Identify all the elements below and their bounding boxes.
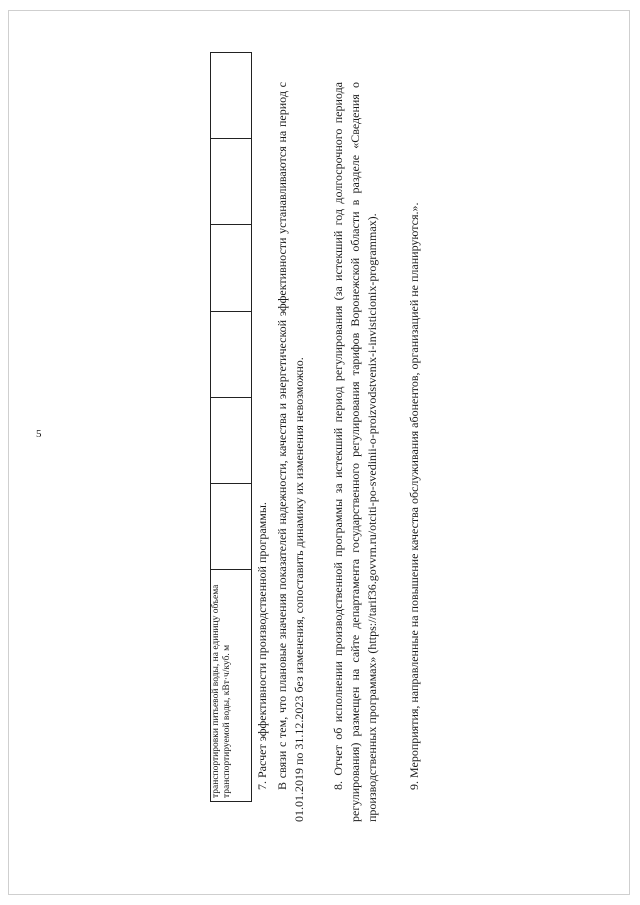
table-cell (211, 53, 252, 139)
section-7-heading: 7. Расчет эффективности производственной программы. (255, 502, 269, 790)
table-cell (211, 225, 252, 311)
indicator-table (210, 52, 252, 802)
table-cell-label: транспортировки питьевой воды, на единицу объема транспортируемой воды, кВт·ч/куб. м (211, 570, 252, 802)
section-7-paragraph: В связи с тем, что плановые значения показателей надежности, качества и энергетической эффективности устанавливаются на период с 01.01.2019 по 31.12.2023 без изменения, сопоставить динамику их изменения невозможно. (275, 82, 306, 822)
table-cell (211, 311, 252, 397)
table-cell (211, 483, 252, 569)
table-cell (211, 397, 252, 483)
section-9-paragraph: 9. Мероприятия, направленные на повышение качества обслуживания абонентов, организацией не планируются.». (407, 202, 421, 790)
page-number: 5 (36, 428, 42, 440)
section-8-paragraph: 8. Отчет об исполнении производственной программы за истекший период регулирования (за истекший год долгосрочного периода регулирования) размещен на сайте департамента государственного регулирования тарифов Воронежской области в разделе «Сведения о производственных программах» (https://tarif36.govvrn.ru/otcіti-po-svedinii-o-proizvodstvenix-i-invisticionix-programmax). (331, 82, 379, 822)
table-cell (211, 139, 252, 225)
rotated-content (200, 42, 440, 862)
table-row (211, 53, 252, 802)
